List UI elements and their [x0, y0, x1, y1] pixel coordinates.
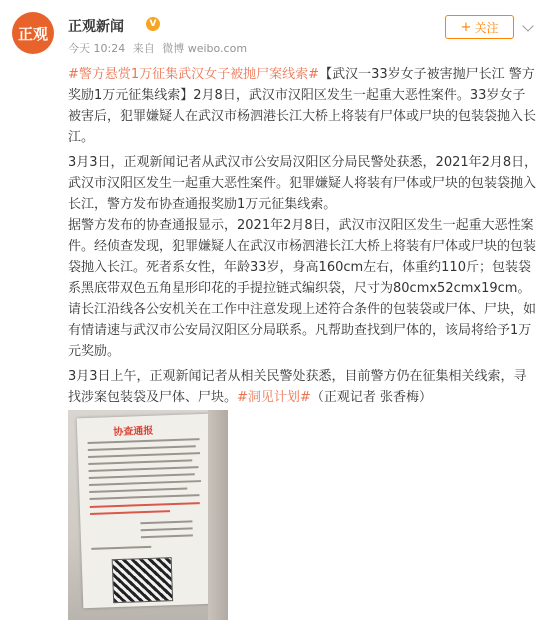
paragraph-4-tail: （正观记者 张香梅） — [310, 390, 432, 405]
notice-highlight-line — [90, 510, 170, 515]
source-prefix: 来自 — [132, 42, 155, 55]
post-time[interactable]: 今天 10:24 — [68, 42, 126, 55]
post-image[interactable] — [68, 410, 228, 620]
paragraph-4-text: 3月3日上午，正观新闻记者从相关民警处获悉，目前警方仍在征集相关线索，寻找涉案包装袋及尸体、尸块。 — [68, 369, 527, 405]
verified-badge-icon: V — [146, 17, 160, 31]
notice-title: 协查通报 — [113, 425, 154, 439]
post-source: 微博 weibo.com — [162, 42, 248, 55]
notice-text-line — [88, 452, 200, 458]
topic-link[interactable]: #洞见计划# — [237, 390, 311, 405]
notice-highlight-line — [90, 502, 200, 508]
post-paragraph-3: 据警方发布的协查通报显示，2021年2月8日，武汉市汉阳区发生一起重大恶性案件。经侦查发现，犯罪嫌疑人在武汉市杨泗港长江大桥上将装有尸体或尸块的包装袋抛入长江。死者系女性，年龄33岁，身高160cm左右，体重约110斤；包装袋系黑底带双色五角星形印花的手提拉链式编织袋，尺寸为80cmx52cmx19cm。请长江沿线各公安机关在工作中注意发现上述符合条件的包装袋或尸体、尸块，如有情请速与武汉市公安局汉阳区分局联系。凡帮助查找到尸体的，该局将给予1万元奖励。 — [68, 218, 537, 359]
notice-caption-line — [91, 546, 151, 550]
chevron-down-icon[interactable] — [522, 20, 536, 34]
image-edge — [208, 410, 228, 620]
notice-contact-line — [141, 534, 193, 538]
post-content — [68, 64, 538, 408]
notice-text-line — [89, 473, 195, 479]
post-paragraph-2: 3月3日，正观新闻记者从武汉市公安局汉阳区分局民警处获悉，2021年2月8日，武汉市汉阳区发生一起重大恶性案件。犯罪嫌疑人将装有尸体或尸块的包装袋抛入长江，警方发布协查通报奖励1万元征集线索。 — [68, 155, 538, 212]
avatar-text: 正观 — [17, 24, 48, 43]
notice-text-line — [88, 459, 192, 465]
notice-text-line — [88, 438, 200, 444]
user-name[interactable]: 正观新闻 — [68, 19, 124, 35]
notice-text-line — [89, 488, 187, 493]
paragraph-1-text: 【武汉一33岁女子被害抛尸长江 警方奖励1万元征集线索】2月8日，武汉市汉阳区发生一起重大恶性案件。33岁女子被害后，犯罪嫌疑人在武汉市杨泗港长江大桥上将装有尸体或尸块的包装袋抛入长江。 — [68, 67, 537, 145]
notice-paper — [77, 414, 216, 608]
follow-button[interactable] — [445, 15, 514, 39]
notice-text-line — [89, 480, 201, 486]
bag-photo — [112, 557, 173, 603]
notice-text-line — [88, 445, 196, 451]
post-paragraph-1 — [68, 64, 538, 148]
plus-icon: + — [460, 19, 472, 35]
notice-text-line — [90, 494, 200, 500]
avatar[interactable] — [12, 12, 54, 54]
notice-contact-line — [141, 527, 193, 531]
post-paragraph-4 — [68, 366, 538, 408]
follow-label: 关注 — [474, 20, 499, 35]
post-meta — [68, 40, 251, 56]
hashtag-link[interactable]: #警方悬赏1万征集武汉女子被抛尸案线索# — [68, 67, 320, 82]
notice-text-line — [89, 466, 199, 472]
notice-contact-line — [140, 520, 192, 524]
